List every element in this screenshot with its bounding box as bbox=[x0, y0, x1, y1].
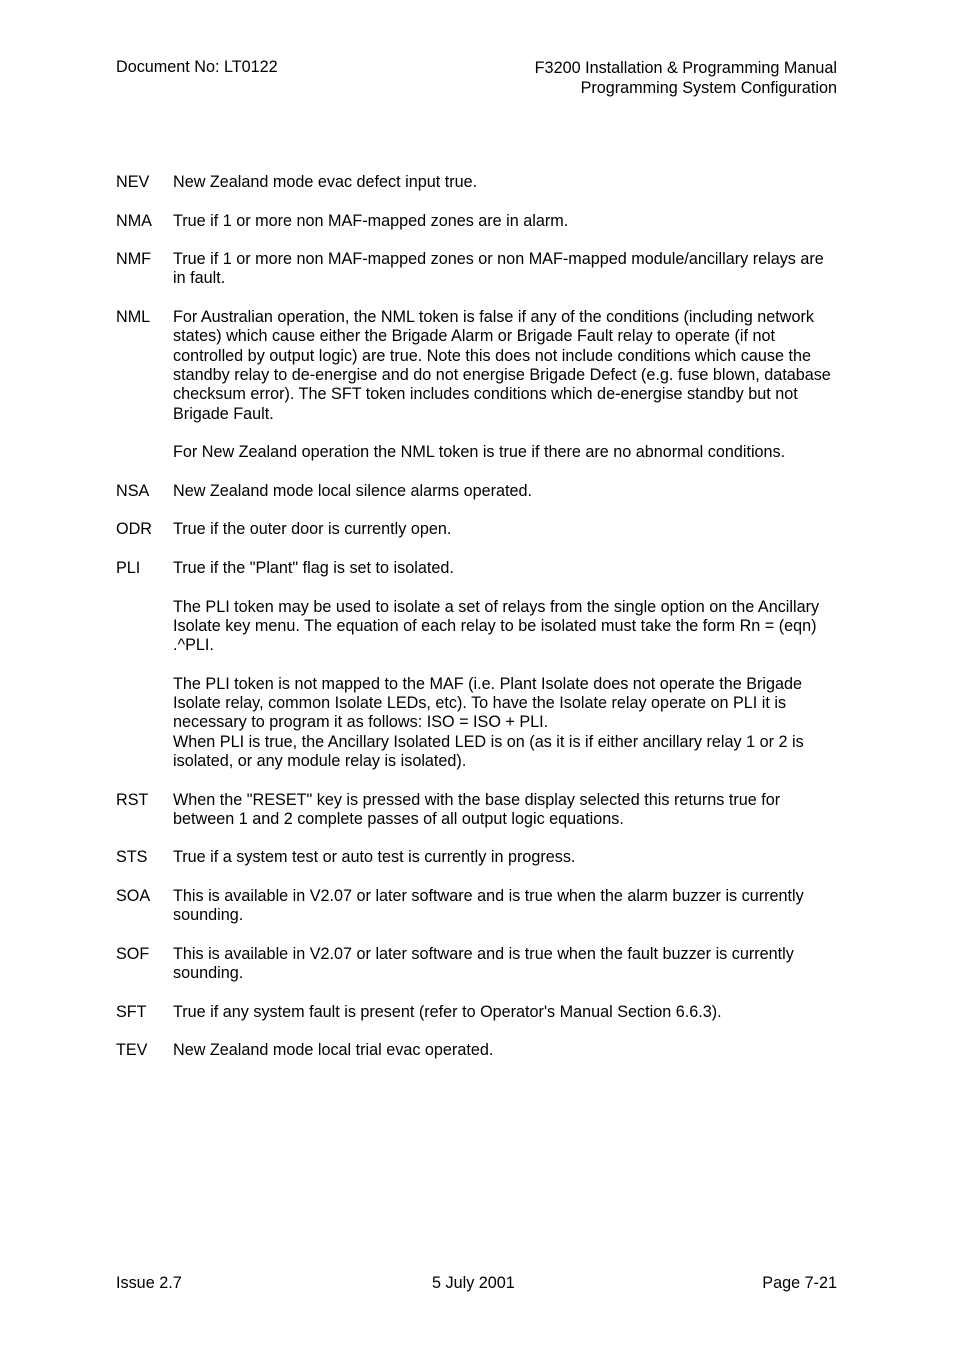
token-description bbox=[173, 250, 840, 289]
token-name: NSA bbox=[116, 481, 150, 500]
token-entry bbox=[116, 212, 840, 231]
token-entry bbox=[116, 482, 840, 501]
description-paragraph: True if a system test or auto test is currently in progress. bbox=[173, 848, 576, 867]
token-name: NEV bbox=[116, 173, 150, 191]
token-name: STS bbox=[116, 848, 148, 867]
token-name: NMA bbox=[116, 211, 152, 230]
description-paragraph: The PLI token is not mapped to the MAF (i.e. Plant Isolate does not operate the Brigade Isolate relay, common Isolate LEDs, etc). To have the Isolate relay operate on PLI it is necessary to program it as follows: ISO = ISO + PLI. When PLI is true, the Ancillary Isolated LED is on (as it is if either ancillary relay 1 or 2 is isolated, or any module relay is isolated). bbox=[173, 674, 804, 770]
description-paragraph: For Australian operation, the NML token is false if any of the conditions (including network states) which cause either the Brigade Alarm or Brigade Fault relay to operate (if not controlled by output logic) are true. Note this does not include conditions which cause the standby relay to de-energise and do not energise Brigade Defect (e.g. fuse blown, database checksum error). The SFT token includes conditions which de-energise standby but not Brigade Fault. bbox=[173, 308, 831, 423]
token-entry bbox=[116, 1003, 840, 1022]
description-paragraph: New Zealand mode evac defect input true. bbox=[173, 173, 478, 191]
token-name: TEV bbox=[116, 1041, 148, 1060]
token-name: ODR bbox=[116, 520, 152, 539]
description-paragraph: The PLI token may be used to isolate a set of relays from the single option on the Ancillary Isolate key menu. The equation of each relay to be isolated must take the form Rn = (eqn) .^PLI. bbox=[173, 597, 820, 655]
issue-date: 5 July 2001 bbox=[432, 1274, 515, 1292]
token-entry bbox=[116, 1041, 840, 1060]
description-paragraph: This is available in V2.07 or later software and is true when the alarm buzzer is currently sounding. bbox=[173, 886, 804, 925]
token-name: RST bbox=[116, 790, 149, 809]
token-description bbox=[173, 945, 840, 984]
token-name: SOF bbox=[116, 944, 150, 963]
token-description bbox=[173, 308, 840, 462]
token-entry bbox=[116, 848, 840, 867]
description-paragraph: True if the outer door is currently open. bbox=[173, 520, 452, 539]
header-titles bbox=[535, 58, 837, 98]
token-definition-list bbox=[116, 173, 840, 1080]
token-entry bbox=[116, 887, 840, 926]
token-description bbox=[173, 173, 840, 192]
token-name: NML bbox=[116, 308, 151, 327]
description-paragraph: For New Zealand operation the NML token is true if there are no abnormal conditions. bbox=[173, 443, 786, 462]
token-entry bbox=[116, 308, 840, 462]
token-description bbox=[173, 791, 840, 830]
description-paragraph: True if 1 or more non MAF-mapped zones are in alarm. bbox=[173, 211, 569, 230]
token-name: NMF bbox=[116, 250, 152, 269]
token-description bbox=[173, 1041, 840, 1060]
page-number: Page 7-21 bbox=[762, 1274, 837, 1292]
description-paragraph: True if 1 or more non MAF-mapped zones or non MAF-mapped module/ancillary relays are in fault. bbox=[173, 250, 824, 288]
token-entry bbox=[116, 250, 840, 289]
description-paragraph: This is available in V2.07 or later software and is true when the fault buzzer is currently sounding. bbox=[173, 944, 794, 983]
token-description bbox=[173, 482, 840, 501]
manual-title: F3200 Installation & Programming Manual bbox=[534, 59, 837, 77]
description-paragraph: New Zealand mode local trial evac operated. bbox=[173, 1041, 494, 1060]
token-name: SOA bbox=[116, 886, 151, 905]
description-paragraph: New Zealand mode local silence alarms operated. bbox=[173, 481, 533, 500]
description-paragraph: True if the "Plant" flag is set to isolated. bbox=[173, 558, 454, 577]
token-entry bbox=[116, 791, 840, 830]
token-entry bbox=[116, 559, 840, 771]
token-description bbox=[173, 887, 840, 926]
document-number: Document No: LT0122 bbox=[116, 58, 278, 76]
section-title: Programming System Configuration bbox=[580, 79, 837, 97]
issue-number: Issue 2.7 bbox=[116, 1274, 182, 1292]
token-description bbox=[173, 1003, 840, 1022]
token-entry bbox=[116, 520, 840, 539]
token-entry bbox=[116, 173, 840, 192]
token-description bbox=[173, 559, 840, 771]
token-description bbox=[173, 212, 840, 231]
token-name: SFT bbox=[116, 1002, 147, 1021]
token-description bbox=[173, 520, 840, 539]
description-paragraph: True if any system fault is present (refer to Operator's Manual Section 6.6.3). bbox=[173, 1002, 722, 1021]
token-entry bbox=[116, 945, 840, 984]
token-description bbox=[173, 848, 840, 867]
token-name: PLI bbox=[116, 558, 141, 577]
description-paragraph: When the "RESET" key is pressed with the base display selected this returns true for between 1 and 2 complete passes of all output logic equations. bbox=[173, 790, 781, 828]
